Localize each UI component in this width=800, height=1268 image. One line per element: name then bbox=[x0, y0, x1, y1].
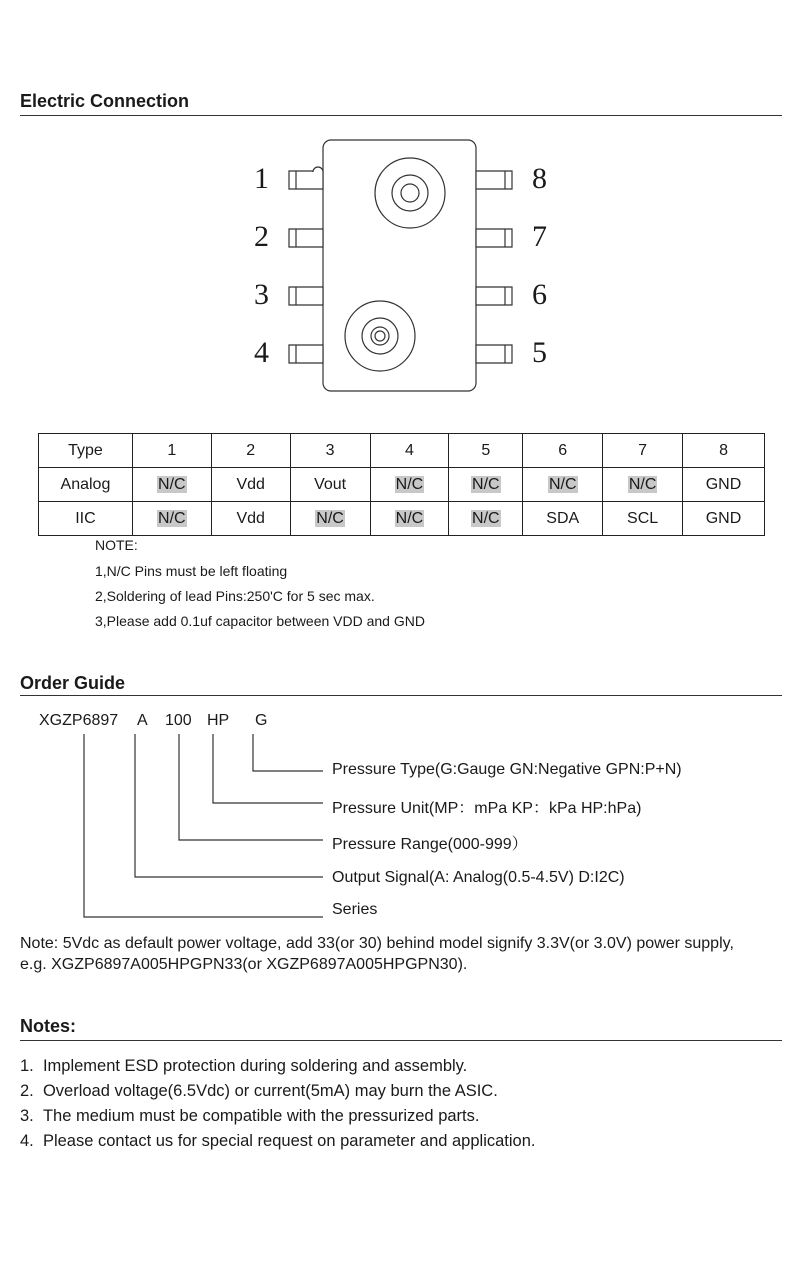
table-cell bbox=[683, 502, 765, 536]
cell-value: N/C bbox=[395, 475, 424, 493]
pin-number-2: 2 bbox=[254, 220, 269, 253]
cell-value: N/C bbox=[395, 509, 424, 527]
table-header-cell: 8 bbox=[683, 434, 765, 468]
list-number: 3. bbox=[20, 1107, 34, 1125]
cell-value: N/C bbox=[158, 509, 186, 527]
left-pins bbox=[289, 167, 323, 363]
table-cell bbox=[211, 468, 290, 502]
note-heading: NOTE: bbox=[95, 537, 138, 553]
notes-list-item bbox=[20, 1057, 467, 1076]
table-row-analog bbox=[39, 468, 765, 502]
table-cell bbox=[449, 468, 523, 502]
table-cell bbox=[39, 468, 133, 502]
table-cell bbox=[683, 468, 765, 502]
pin-number-5: 5 bbox=[532, 336, 547, 369]
cell-value: SDA bbox=[546, 509, 580, 527]
order-guide-note-line-1: Note: 5Vdc as default power voltage, add 33(or 30) behind model signify 3.3V(or 3.0V) power supply, bbox=[20, 935, 734, 952]
table-cell bbox=[603, 502, 683, 536]
section-divider bbox=[20, 695, 782, 696]
pin-number-7: 7 bbox=[532, 220, 547, 253]
note-line-1: 1,N/C Pins must be left floating bbox=[95, 563, 288, 579]
order-label-series: Series bbox=[332, 901, 378, 918]
table-cell bbox=[132, 468, 211, 502]
table-header-cell: 5 bbox=[449, 434, 523, 468]
list-text: Implement ESD protection during soldering and assembly. bbox=[42, 1057, 468, 1075]
table-row-iic bbox=[39, 502, 765, 536]
table-cell bbox=[290, 468, 370, 502]
order-label-pressure-type: Pressure Type(G:Gauge GN:Negative GPN:P+N) bbox=[332, 761, 682, 778]
chip-pinout-diagram bbox=[240, 130, 570, 400]
notes-list-item bbox=[20, 1107, 479, 1126]
cell-value: Vdd bbox=[236, 475, 265, 493]
notes-list-item bbox=[20, 1082, 498, 1101]
notes-list-item bbox=[20, 1132, 535, 1151]
cell-value: N/C bbox=[628, 475, 657, 493]
code-part-type: G bbox=[255, 712, 268, 729]
pin-number-8: 8 bbox=[532, 162, 547, 195]
table-cell bbox=[603, 468, 683, 502]
note-line-3: 3,Please add 0.1uf capacitor between VDD and GND bbox=[95, 613, 425, 629]
code-part-output: A bbox=[137, 712, 148, 729]
order-label-output-signal: Output Signal(A: Analog(0.5-4.5V) D:I2C) bbox=[332, 869, 625, 886]
section-divider bbox=[20, 1040, 782, 1041]
table-cell bbox=[39, 502, 133, 536]
code-part-unit: HP bbox=[207, 712, 230, 729]
cell-value: SCL bbox=[627, 509, 659, 527]
list-text: Overload voltage(6.5Vdc) or current(5mA) may burn the ASIC. bbox=[42, 1082, 498, 1100]
note-line-2: 2,Soldering of lead Pins:250'C for 5 sec max. bbox=[95, 588, 375, 604]
table-cell bbox=[370, 468, 449, 502]
right-pins bbox=[476, 171, 512, 363]
order-guide-connector-lines bbox=[0, 730, 800, 922]
pressure-port-top bbox=[375, 158, 445, 228]
cell-value: Vdd bbox=[236, 509, 265, 527]
pin-number-1: 1 bbox=[254, 162, 269, 195]
table-cell bbox=[211, 502, 290, 536]
pin-assignment-table bbox=[38, 433, 765, 536]
table-header-cell: 2 bbox=[211, 434, 290, 468]
table-header-cell: Type bbox=[39, 434, 133, 468]
table-cell bbox=[290, 502, 370, 536]
cell-value: N/C bbox=[472, 509, 500, 527]
cell-value: GND bbox=[705, 475, 742, 493]
pressure-port-bottom bbox=[345, 301, 415, 371]
table-header-cell: 1 bbox=[132, 434, 211, 468]
table-cell bbox=[370, 502, 449, 536]
row-type-label: IIC bbox=[75, 509, 96, 527]
electric-connection-title: Electric Connection bbox=[20, 91, 190, 111]
code-part-series: XGZP6897 bbox=[39, 712, 119, 729]
pin-number-6: 6 bbox=[532, 278, 547, 311]
table-header-cell: 7 bbox=[603, 434, 683, 468]
table-cell bbox=[523, 502, 603, 536]
order-guide-title: Order Guide bbox=[20, 673, 126, 693]
list-number: 2. bbox=[20, 1082, 34, 1100]
row-type-label: Analog bbox=[60, 475, 111, 493]
section-divider bbox=[20, 115, 782, 116]
code-part-range: 100 bbox=[165, 712, 192, 729]
cell-value: Vout bbox=[314, 475, 347, 493]
order-label-pressure-unit: Pressure Unit(MP：mPa KP：kPa HP:hPa) bbox=[332, 800, 642, 817]
cell-value: GND bbox=[705, 509, 742, 527]
list-number: 4. bbox=[20, 1132, 34, 1150]
cell-value: N/C bbox=[548, 475, 577, 493]
list-text: The medium must be compatible with the pressurized parts. bbox=[42, 1107, 480, 1125]
table-header-row bbox=[39, 434, 765, 468]
table-header-cell: 3 bbox=[290, 434, 370, 468]
order-guide-note-line-2: e.g. XGZP6897A005HPGPN33(or XGZP6897A005HPGPN30). bbox=[20, 956, 468, 973]
cell-value: N/C bbox=[158, 475, 186, 493]
table-cell bbox=[449, 502, 523, 536]
cell-value: N/C bbox=[316, 509, 344, 527]
table-cell bbox=[523, 468, 603, 502]
table-cell bbox=[132, 502, 211, 536]
order-label-pressure-range: Pressure Range(000-999） bbox=[332, 836, 528, 853]
list-text: Please contact us for special request on parameter and application. bbox=[42, 1132, 536, 1150]
notes-title: Notes: bbox=[20, 1016, 77, 1036]
pin-number-3: 3 bbox=[254, 278, 269, 311]
table-header-cell: 6 bbox=[523, 434, 603, 468]
cell-value: N/C bbox=[472, 475, 500, 493]
pin-number-4: 4 bbox=[254, 336, 269, 369]
table-header-cell: 4 bbox=[370, 434, 449, 468]
list-number: 1. bbox=[20, 1057, 34, 1075]
